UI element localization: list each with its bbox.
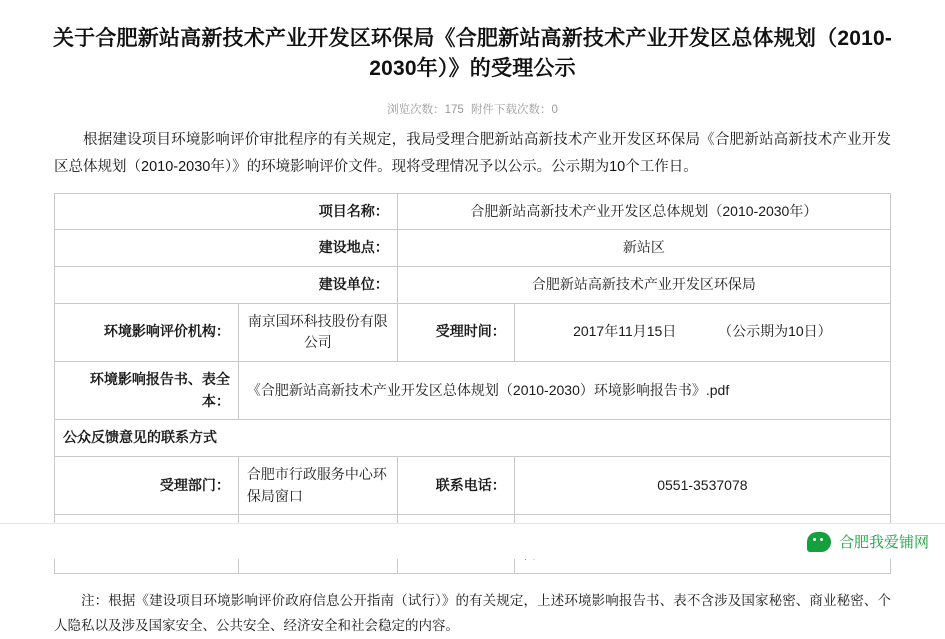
download-count: 附件下载次数：0: [470, 103, 558, 116]
footnote: 注：根据《建设项目环境影响评价政府信息公开指南（试行）》的有关规定，上述环境影响报告书、表不含涉及国家秘密、商业秘密、个人隐私以及涉及国家安全、公共安全、经济安全和社会稳定的内容。: [54, 592, 891, 634]
table-row: [55, 193, 891, 230]
accept-date: 2017年11月15日: [573, 323, 677, 340]
footer-bar: [0, 523, 945, 559]
project-info-table: [54, 193, 891, 574]
row-value-department: 合肥市行政服务中心环保局窗口: [238, 457, 397, 515]
table-row: [55, 457, 891, 515]
row-label-report: 环境影响报告书、表全本：: [55, 361, 239, 419]
publicity-period: （公示期为10日）: [718, 323, 832, 340]
feedback-header: 公众反馈意见的联系方式: [55, 420, 891, 457]
row-value-project-name: 合肥新站高新技术产业开发区总体规划（2010-2030年）: [397, 193, 890, 230]
table-row: [55, 303, 891, 361]
table-row: [55, 230, 891, 267]
row-value-unit: 合肥新站高新技术产业开发区环保局: [397, 266, 890, 303]
page-title: 关于合肥新站高新技术产业开发区环保局《合肥新站高新技术产业开发区总体规划（2010-2030年）》的受理公示: [52, 27, 893, 81]
wechat-account[interactable]: [807, 531, 929, 552]
view-count: 浏览次数：175: [387, 103, 464, 116]
row-label-phone: 联系电话：: [397, 457, 514, 515]
row-value-location: 新站区: [397, 230, 890, 267]
wechat-icon: [807, 532, 831, 552]
document-meta: [36, 101, 909, 117]
intro-paragraph: 根据建设项目环境影响评价审批程序的有关规定，我局受理合肥新站高新技术产业开发区环保局《合肥新站高新技术产业开发区总体规划（2010-2030年）》的环境影响评价文件。现将受理情况予以公示。公示期为10个工作日。: [54, 131, 891, 175]
row-value-accept-time: [514, 303, 890, 361]
row-value-agency: 南京国环科技股份有限公司: [238, 303, 397, 361]
table-row: [55, 361, 891, 419]
row-label-location: 建设地点：: [55, 230, 398, 267]
table-row: [55, 266, 891, 303]
table-row-feedback-header: [55, 420, 891, 457]
row-value-phone: 0551-3537078: [514, 457, 890, 515]
row-label-project-name: 项目名称：: [55, 193, 398, 230]
row-label-agency: 环境影响评价机构：: [55, 303, 239, 361]
row-label-unit: 建设单位：: [55, 266, 398, 303]
row-label-department: 受理部门：: [55, 457, 239, 515]
wechat-account-name: 合肥我爱铺网: [838, 534, 929, 551]
row-value-report: 《合肥新站高新技术产业开发区总体规划（2010-2030）环境影响报告书》.pdf: [238, 361, 890, 419]
row-label-accept-time: 受理时间：: [397, 303, 514, 361]
